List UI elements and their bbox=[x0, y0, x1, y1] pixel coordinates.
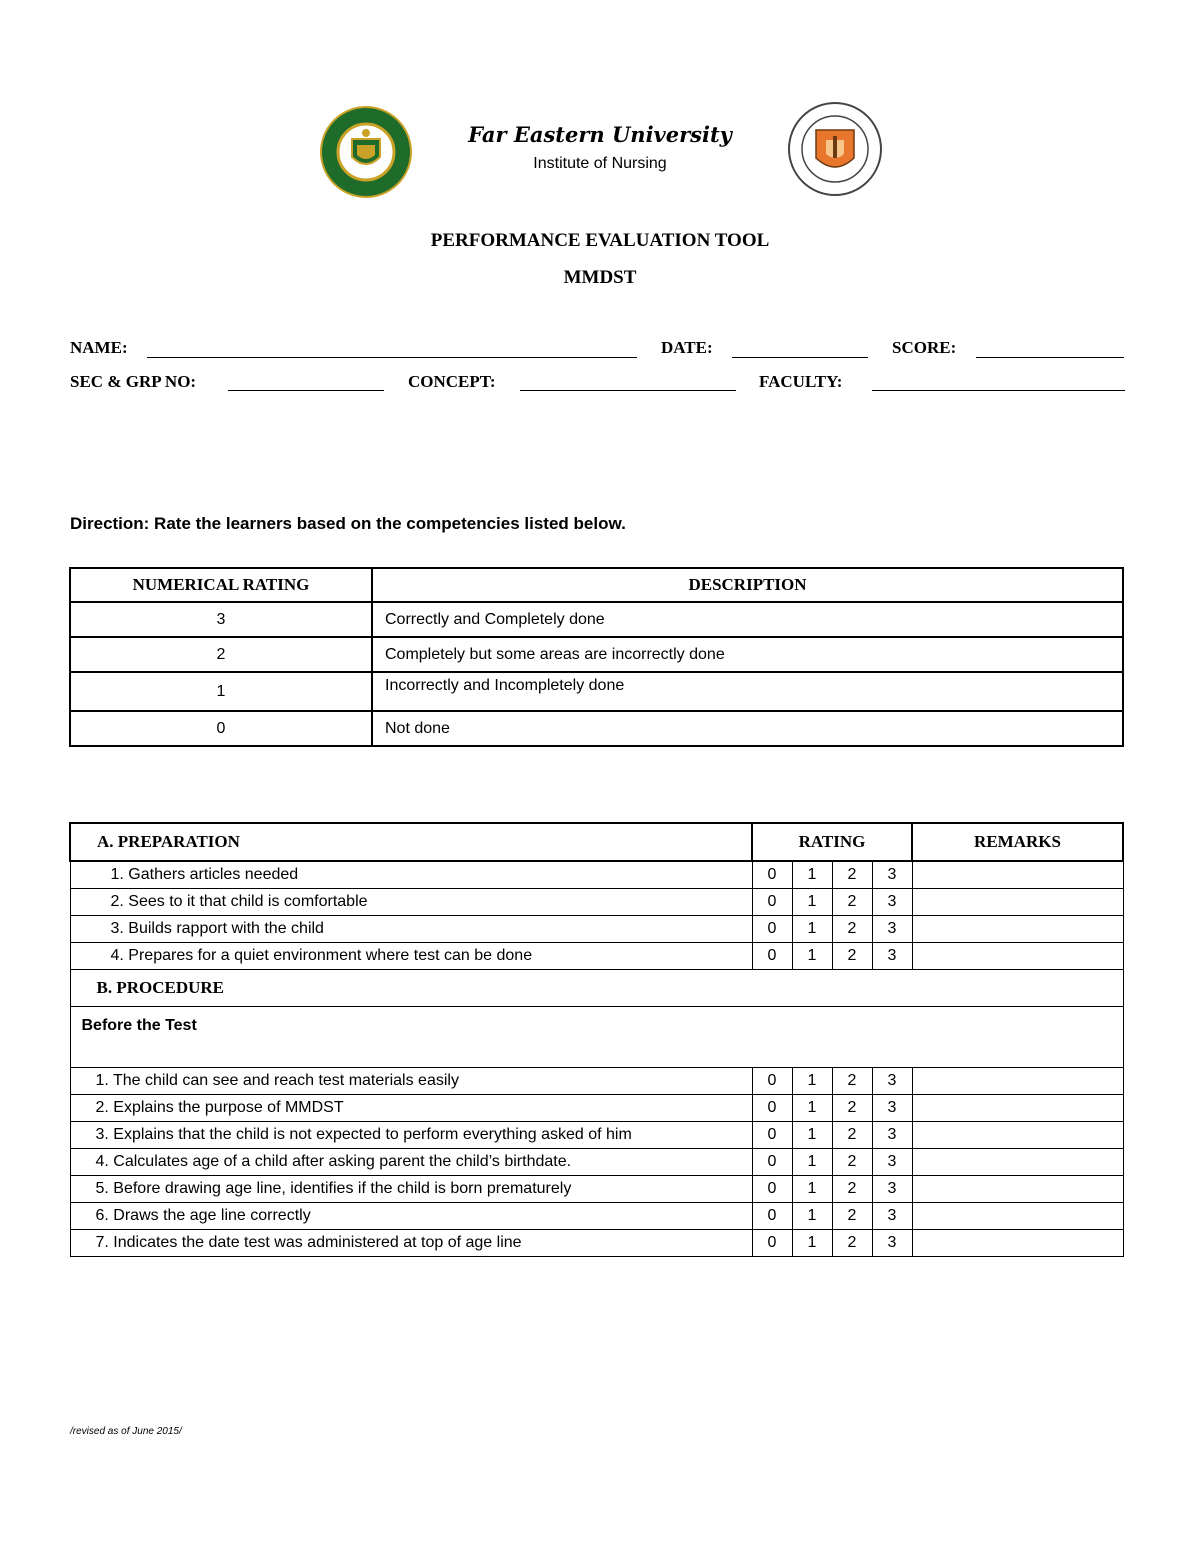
checklist-item: 3. Explains that the child is not expected to perform everything asked of him bbox=[70, 1122, 752, 1149]
legend-header-description: DESCRIPTION bbox=[372, 568, 1123, 602]
rating-legend-table bbox=[69, 567, 1124, 747]
rating-1-option[interactable]: 1 bbox=[792, 1149, 832, 1176]
checklist-row bbox=[70, 861, 1123, 889]
checklist-item: 1. The child can see and reach test materials easily bbox=[70, 1068, 752, 1095]
section-a-header-row bbox=[70, 823, 1123, 861]
checklist-item: 2. Explains the purpose of MMDST bbox=[70, 1095, 752, 1122]
concept-field[interactable] bbox=[520, 390, 736, 391]
rating-3-option[interactable]: 3 bbox=[872, 1203, 912, 1230]
sec-grp-field[interactable] bbox=[228, 390, 384, 391]
score-field[interactable] bbox=[976, 357, 1124, 358]
rating-2-option[interactable]: 2 bbox=[832, 861, 872, 889]
rating-0-option[interactable]: 0 bbox=[752, 1230, 792, 1257]
checklist-item: 5. Before drawing age line, identifies if the child is born prematurely bbox=[70, 1176, 752, 1203]
section-b-header-row bbox=[70, 970, 1123, 1007]
score-label: SCORE: bbox=[892, 338, 957, 357]
rating-3-option[interactable]: 3 bbox=[872, 916, 912, 943]
rating-0-option[interactable]: 0 bbox=[752, 1176, 792, 1203]
document-title: PERFORMANCE EVALUATION TOOL bbox=[430, 230, 770, 251]
section-b-title: B. PROCEDURE bbox=[70, 970, 1123, 1007]
checklist-item: 1. Gathers articles needed bbox=[70, 861, 752, 889]
legend-rating: 1 bbox=[70, 672, 372, 711]
rating-3-option[interactable]: 3 bbox=[872, 1122, 912, 1149]
rating-0-option[interactable]: 0 bbox=[752, 1122, 792, 1149]
rating-2-option[interactable]: 2 bbox=[832, 1068, 872, 1095]
name-label: NAME: bbox=[70, 338, 128, 357]
rating-1-option[interactable]: 1 bbox=[792, 1068, 832, 1095]
checklist-item: 4. Calculates age of a child after asking parent the child’s birthdate. bbox=[70, 1149, 752, 1176]
sec-grp-label: SEC & GRP NO: bbox=[70, 372, 197, 391]
remarks-header: REMARKS bbox=[912, 823, 1123, 861]
checklist-row bbox=[70, 1176, 1123, 1203]
checklist-row bbox=[70, 1230, 1123, 1257]
rating-1-option[interactable]: 1 bbox=[792, 889, 832, 916]
rating-1-option[interactable]: 1 bbox=[792, 1230, 832, 1257]
checklist-row bbox=[70, 943, 1123, 970]
checklist-row bbox=[70, 1068, 1123, 1095]
legend-row bbox=[70, 711, 1123, 746]
legend-header-rating: NUMERICAL RATING bbox=[70, 568, 372, 602]
date-label: DATE: bbox=[661, 338, 713, 357]
rating-3-option[interactable]: 3 bbox=[872, 861, 912, 889]
legend-description: Correctly and Completely done bbox=[372, 602, 1123, 637]
rating-2-option[interactable]: 2 bbox=[832, 916, 872, 943]
legend-row bbox=[70, 602, 1123, 637]
checklist-row bbox=[70, 1095, 1123, 1122]
rating-1-option[interactable]: 1 bbox=[792, 1095, 832, 1122]
remarks-cell[interactable] bbox=[912, 1068, 1123, 1095]
rating-0-option[interactable]: 0 bbox=[752, 861, 792, 889]
evaluation-checklist-table bbox=[69, 822, 1124, 1257]
legend-rating: 3 bbox=[70, 602, 372, 637]
legend-rating: 2 bbox=[70, 637, 372, 672]
faculty-field[interactable] bbox=[872, 390, 1125, 391]
rating-0-option[interactable]: 0 bbox=[752, 1068, 792, 1095]
rating-3-option[interactable]: 3 bbox=[872, 1149, 912, 1176]
rating-3-option[interactable]: 3 bbox=[872, 1095, 912, 1122]
rating-2-option[interactable]: 2 bbox=[832, 889, 872, 916]
remarks-cell[interactable] bbox=[912, 1203, 1123, 1230]
checklist-item: 2. Sees to it that child is comfortable bbox=[70, 889, 752, 916]
remarks-cell[interactable] bbox=[912, 1149, 1123, 1176]
document-subtitle: MMDST bbox=[563, 267, 637, 288]
legend-description: Not done bbox=[372, 711, 1123, 746]
rating-2-option[interactable]: 2 bbox=[832, 1176, 872, 1203]
before-test-row bbox=[70, 1007, 1123, 1068]
rating-0-option[interactable]: 0 bbox=[752, 943, 792, 970]
legend-header-row bbox=[70, 568, 1123, 602]
checklist-item: 3. Builds rapport with the child bbox=[70, 916, 752, 943]
rating-0-option[interactable]: 0 bbox=[752, 889, 792, 916]
rating-2-option[interactable]: 2 bbox=[832, 1122, 872, 1149]
rating-3-option[interactable]: 3 bbox=[872, 1068, 912, 1095]
rating-1-option[interactable]: 1 bbox=[792, 1176, 832, 1203]
before-test-subheading: Before the Test bbox=[70, 1007, 1123, 1068]
remarks-cell[interactable] bbox=[912, 1122, 1123, 1149]
remarks-cell[interactable] bbox=[912, 889, 1123, 916]
legend-row bbox=[70, 672, 1123, 711]
remarks-cell[interactable] bbox=[912, 1176, 1123, 1203]
rating-2-option[interactable]: 2 bbox=[832, 1230, 872, 1257]
remarks-cell[interactable] bbox=[912, 916, 1123, 943]
checklist-item: 4. Prepares for a quiet environment where test can be done bbox=[70, 943, 752, 970]
legend-row bbox=[70, 637, 1123, 672]
checklist-row bbox=[70, 1122, 1123, 1149]
remarks-cell[interactable] bbox=[912, 1095, 1123, 1122]
rating-0-option[interactable]: 0 bbox=[752, 916, 792, 943]
rating-1-option[interactable]: 1 bbox=[792, 1122, 832, 1149]
rating-2-option[interactable]: 2 bbox=[832, 943, 872, 970]
section-a-title: A. PREPARATION bbox=[70, 823, 752, 861]
feu-seal-logo bbox=[319, 105, 413, 199]
rating-2-option[interactable]: 2 bbox=[832, 1149, 872, 1176]
checklist-item: 6. Draws the age line correctly bbox=[70, 1203, 752, 1230]
rating-2-option[interactable]: 2 bbox=[832, 1203, 872, 1230]
rating-3-option[interactable]: 3 bbox=[872, 889, 912, 916]
legend-rating: 0 bbox=[70, 711, 372, 746]
name-field[interactable] bbox=[147, 357, 637, 358]
rating-3-option[interactable]: 3 bbox=[872, 943, 912, 970]
rating-0-option[interactable]: 0 bbox=[752, 1203, 792, 1230]
remarks-cell[interactable] bbox=[912, 861, 1123, 889]
rating-0-option[interactable]: 0 bbox=[752, 1095, 792, 1122]
direction-text: Direction: Rate the learners based on the competencies listed below. bbox=[70, 514, 626, 533]
rating-header: RATING bbox=[752, 823, 912, 861]
checklist-row bbox=[70, 889, 1123, 916]
university-name: Far Eastern University bbox=[468, 122, 732, 147]
rating-3-option[interactable]: 3 bbox=[872, 1230, 912, 1257]
date-field[interactable] bbox=[732, 357, 868, 358]
institute-name: Institute of Nursing bbox=[533, 155, 667, 172]
revision-footer: /revised as of June 2015/ bbox=[70, 1426, 182, 1437]
checklist-row bbox=[70, 1149, 1123, 1176]
rating-1-option[interactable]: 1 bbox=[792, 916, 832, 943]
remarks-cell[interactable] bbox=[912, 943, 1123, 970]
rating-1-option[interactable]: 1 bbox=[792, 861, 832, 889]
rating-2-option[interactable]: 2 bbox=[832, 1095, 872, 1122]
rating-3-option[interactable]: 3 bbox=[872, 1176, 912, 1203]
checklist-row bbox=[70, 916, 1123, 943]
concept-label: CONCEPT: bbox=[408, 372, 496, 391]
rating-0-option[interactable]: 0 bbox=[752, 1149, 792, 1176]
checklist-row bbox=[70, 1203, 1123, 1230]
legend-description: Incorrectly and Incompletely done bbox=[372, 672, 1123, 711]
faculty-label: FACULTY: bbox=[759, 372, 843, 391]
remarks-cell[interactable] bbox=[912, 1230, 1123, 1257]
legend-description: Completely but some areas are incorrectly done bbox=[372, 637, 1123, 672]
checklist-item: 7. Indicates the date test was administered at top of age line bbox=[70, 1230, 752, 1257]
institute-of-nursing-logo bbox=[786, 100, 880, 194]
rating-1-option[interactable]: 1 bbox=[792, 1203, 832, 1230]
rating-1-option[interactable]: 1 bbox=[792, 943, 832, 970]
